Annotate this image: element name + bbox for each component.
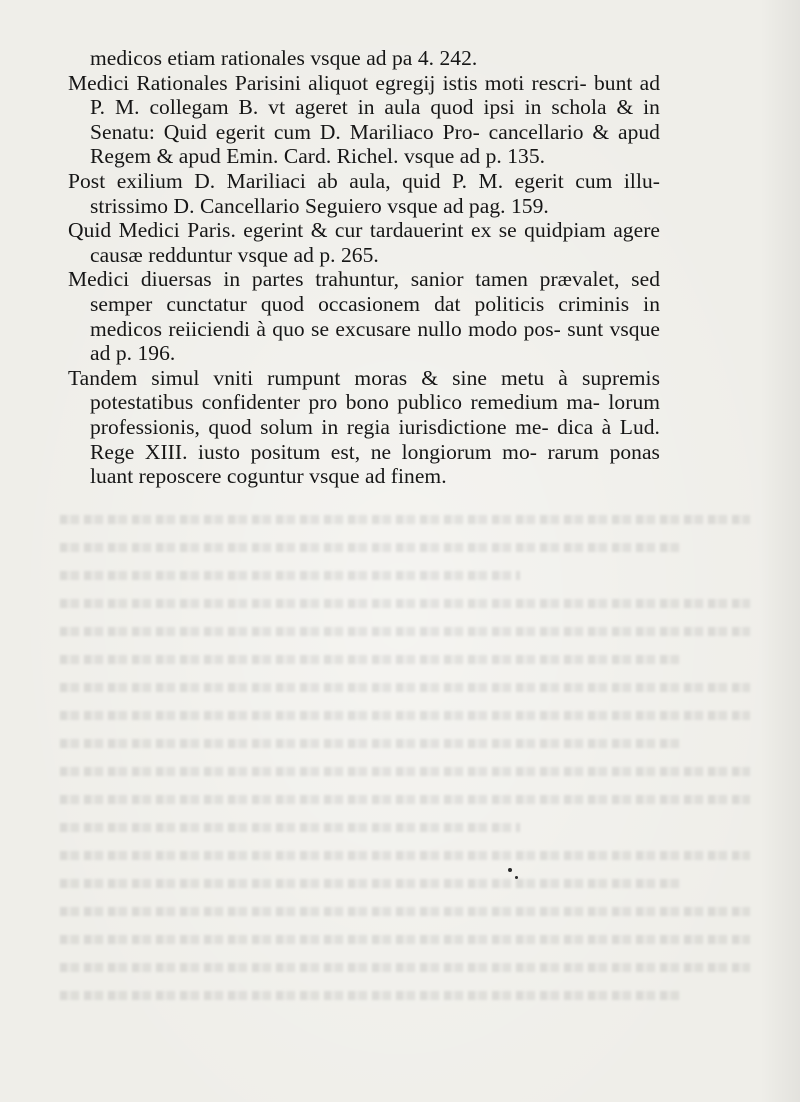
text-line: strissimo D. Cancellario Seguiero vsque ad pag. 159. bbox=[90, 193, 549, 218]
text-line: in medicos reiiciendi à quo se excusare nullo modo pos- bbox=[90, 291, 660, 341]
bleed-through-text bbox=[60, 515, 750, 1075]
text-line: cancellario & apud Regem & apud Emin. Card. Richel. bbox=[90, 119, 660, 169]
entry-medici-diuersas bbox=[68, 267, 660, 365]
text-line: Medici Rationales Parisini aliquot egregij istis moti rescri- bbox=[68, 70, 587, 95]
text-line: semper cunctatur quod occasionem dat politicis criminis bbox=[90, 291, 630, 316]
text-line: lorum professionis, quod solum in regia iurisdictione me- bbox=[90, 390, 661, 439]
text-line: schola & in Senatu: Quid egerit cum D. Mariliaco Pro- bbox=[90, 95, 660, 144]
page-edge-shadow bbox=[760, 0, 800, 1102]
ink-speck bbox=[515, 876, 518, 879]
entry-continuation bbox=[68, 46, 660, 71]
entry-tandem bbox=[68, 366, 660, 489]
text-line: Post exilium D. Mariliaci ab aula, quid P. M. egerit cum illu- bbox=[68, 168, 660, 193]
text-line: Tandem simul vniti rumpunt moras & sine metu à supremis bbox=[68, 365, 660, 390]
text-line: Quid Medici Paris. egerint & cur tardauerint ex se quidpiam bbox=[68, 218, 606, 243]
text-line: bunt ad P. M. collegam B. vt ageret in aula quod ipsi in bbox=[90, 70, 660, 120]
entry-post-exilium bbox=[68, 169, 660, 218]
text-line: sunt vsque ad p. 196. bbox=[90, 316, 660, 366]
text-line: agere causæ redduntur vsque ad p. 265. bbox=[90, 218, 660, 267]
ink-speck bbox=[508, 868, 512, 872]
text-line: potestatibus confidenter pro bono publico remedium ma- bbox=[90, 390, 601, 415]
text-line: medicos etiam rationales vsque ad pa 4. 242. bbox=[90, 46, 478, 70]
entry-medici-rationales bbox=[68, 71, 660, 169]
text-line: dica à Lud. Rege XIII. iusto positum est, ne longiorum mo- bbox=[90, 414, 660, 464]
index-text bbox=[68, 46, 660, 489]
entry-quid-medici bbox=[68, 218, 660, 267]
text-line: Medici diuersas in partes trahuntur, sanior tamen prævalet, sed bbox=[68, 267, 660, 292]
text-line: rarum ponas luant reposcere coguntur vsque ad finem. bbox=[90, 439, 660, 489]
text-line: vsque ad p. 135. bbox=[403, 144, 546, 169]
